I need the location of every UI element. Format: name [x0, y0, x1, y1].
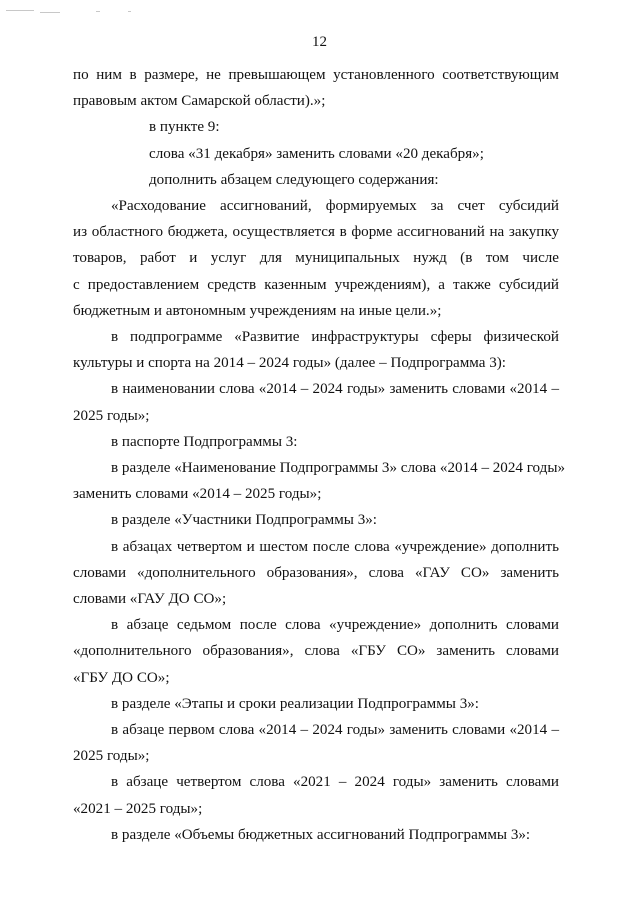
- scan-speck: [128, 11, 131, 12]
- text-line: в абзацах четвертом и шестом после слова «учреждение» дополнить: [111, 538, 559, 555]
- text-line: словами «ГАУ ДО СО»;: [73, 591, 227, 608]
- text-line: «ГБУ ДО СО»;: [73, 669, 170, 686]
- text-line: 2025 годы»;: [73, 748, 150, 765]
- text-line: с предоставлением средств казенным учреждениям), а также субсидий: [73, 276, 559, 293]
- document-body: [73, 62, 566, 848]
- scan-speck: [6, 10, 34, 11]
- paragraph: [73, 534, 559, 613]
- text-line: в разделе «Наименование Подпрограммы 3» слова «2014 – 2024 годы»: [111, 460, 566, 477]
- paragraph: [73, 114, 559, 140]
- text-line: в паспорте Подпрограммы 3:: [111, 433, 298, 450]
- text-line: в абзаце четвертом слова «2021 – 2024 годы» заменить словами: [111, 774, 559, 791]
- text-line: заменить словами «2014 – 2025 годы»;: [73, 486, 322, 503]
- text-line: в пункте 9:: [149, 119, 220, 136]
- paragraph: [73, 691, 559, 717]
- paragraph: [73, 193, 559, 324]
- paragraph: [73, 822, 559, 848]
- text-line: по ним в размере, не превышающем установленного соответствующим: [73, 67, 559, 83]
- text-line: 2025 годы»;: [73, 407, 150, 424]
- scan-speck: [96, 11, 100, 12]
- text-line: в подпрограмме «Развитие инфраструктуры сферы физической: [111, 329, 559, 346]
- paragraph: [73, 141, 559, 167]
- text-line: культуры и спорта на 2014 – 2024 годы» (далее – Подпрограмма 3):: [73, 355, 506, 372]
- text-line: в абзаце первом слова «2014 – 2024 годы» заменить словами «2014 –: [111, 722, 559, 739]
- text-line: в разделе «Участники Подпрограммы 3»:: [111, 512, 377, 529]
- paragraph: [73, 324, 559, 376]
- paragraph: [73, 717, 559, 769]
- text-line: в абзаце седьмом после слова «учреждение» дополнить словами: [111, 617, 559, 634]
- paragraph: [73, 507, 559, 533]
- text-line: «дополнительного образования», слова «ГБУ СО» заменить словами: [73, 643, 559, 660]
- paragraph: [73, 167, 559, 193]
- text-line: правовым актом Самарской области).»;: [73, 93, 326, 110]
- paragraph: [73, 429, 559, 455]
- text-line: товаров, работ и услуг для муниципальных нужд (в том числе: [73, 250, 559, 267]
- text-line: «Расходование ассигнований, формируемых за счет субсидий: [111, 198, 559, 215]
- scan-speck: [40, 12, 60, 13]
- page-number: 12: [312, 34, 327, 50]
- text-line: в наименовании слова «2014 – 2024 годы» заменить словами «2014 –: [111, 381, 559, 398]
- text-line: словами «дополнительного образования», слова «ГАУ СО» заменить: [73, 564, 559, 581]
- paragraph: [73, 612, 559, 691]
- text-line: «2021 – 2025 годы»;: [73, 800, 203, 817]
- text-line: слова «31 декабря» заменить словами «20 декабря»;: [149, 145, 484, 162]
- text-line: бюджетным и автономным учреждениям на иные цели.»;: [73, 302, 442, 319]
- paragraph: [73, 769, 559, 821]
- text-line: в разделе «Объемы бюджетных ассигнований Подпрограммы 3»:: [111, 826, 531, 843]
- text-line: в разделе «Этапы и сроки реализации Подпрограммы 3»:: [111, 695, 479, 712]
- text-line: дополнить абзацем следующего содержания:: [149, 171, 439, 188]
- paragraph: [73, 376, 559, 428]
- text-line: из областного бюджета, осуществляется в форме ассигнований на закупку: [73, 224, 559, 241]
- paragraph: [73, 62, 559, 114]
- paragraph: [73, 455, 566, 507]
